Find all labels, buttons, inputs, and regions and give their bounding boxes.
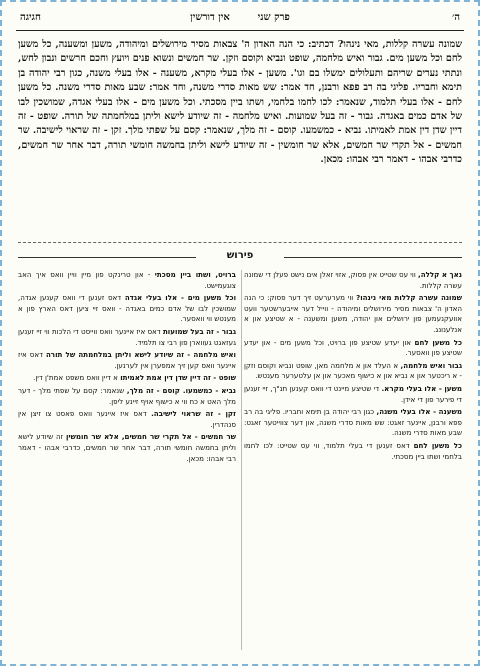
commentary-lead: כל משען לחם [413, 440, 462, 450]
tractate-name: חגיגה [20, 12, 41, 23]
commentary-paragraph [18, 293, 236, 325]
commentary-lead: שר חמשים - אל תקרי שר חמשים, אלא שר חומשין [65, 432, 236, 442]
commentary-paragraph [244, 384, 462, 405]
commentary-paragraph [18, 373, 236, 384]
commentary-lead: משענה - אלו בעלי משנה, [376, 407, 462, 417]
commentary-text: - און טרינקט פון מיין וויין וואס איך האב צוגעמישט. [18, 270, 236, 290]
commentary-lead: זקן - זה שראוי לישיבה. [151, 409, 236, 419]
gemara-heading: אין דורשין [190, 12, 230, 23]
commentary-lead: שמונה עשרה קללות מאי נינהו? [356, 293, 462, 303]
commentary-text: דאס איז איינער וואס פאסט צו זיצן אין סנהדרין. [18, 409, 236, 429]
commentary-text: שנאמר: קסם על שפתי מלך - דער מלך האט א כח ווי א כישוף אויף זיינע ליפן. [18, 385, 236, 406]
commentary-lead: נביא - כמשמעו. קוסם - זה מלך, [126, 385, 236, 395]
commentary-text: א דיין וואס משפט אמת'ן דין. [33, 373, 118, 383]
commentary-paragraph [18, 432, 236, 464]
page-number: ה׳ [451, 12, 460, 23]
commentary-text: דאס זענען די בעלי תלמוד, ווי עס שטייט: לכו לחמו בלחמי ושתו ביין מסכתי. [244, 440, 462, 461]
commentary-paragraph [244, 361, 462, 382]
commentary-paragraph [244, 338, 462, 359]
commentary-title: פירוש [18, 250, 462, 264]
gemara-text: שמונה עשרה קללות, מאי נינהו? דכתיב: כי הנה האדון ה' צבאות מסיר מירושלים ומיהודה, משען ומשענה, כל משען לחם וכל משען מים. גבור ואיש מלחמה, שופט ונביא וקוסם וזקן. שר חמשים ונשוא פנים ויועץ וחכם חרשים ונבון לחש, ונתתי נערים שריהם ותעלולים ימשלו בם וגו'. משען - אלו בעלי מקרא, משענה - אלו בעלי משנה, כגון רבי יהודה בן תימא וחבריו. פליגי בה רב פפא ורבנן, חד אמר: שש מאות סדרי משנה, וחד אמר: שבע מאות סדרי משנה. כל משען לחם - אלו בעלי תלמוד, שנאמר: לכו לחמו בלחמי, ושתו ביין מסכתי. וכל משען מים - אלו בעלי אגדה, שמושכין לבו של אדם כמים באגדה. גבור - זה בעל שמועות. ואיש מלחמה - זה שיודע לישא וליתן במלחמתה של תורה. שופט - זה דיין שדן דין אמת לאמיתו. נביא - כמשמעו. קוסם - זה מלך, שנאמר: קסם על שפתי מלך. זקן - זה שראוי לישיבה. שר חמשים - אל תקרי שר חמשים, אלא שר חומשין - זה שיודע לישא וליתן בחמשה חומשי תורה, דבר אחר שר חמשים, כדרבי אבהו - דאמר רבי אבהו: מכאן. [18, 39, 462, 166]
commentary-text: ווי עס שטייט אין פסוק, אזוי זאלן אים נישט פעלן די שמונה עשרה קללות. [244, 270, 462, 290]
commentary-paragraph [18, 386, 236, 407]
commentary-column-right [244, 270, 462, 650]
commentary-paragraph [18, 409, 236, 430]
commentary-paragraph [244, 270, 462, 291]
commentary-lead: משען - אלו בעלי מקרא. [381, 383, 462, 393]
page-header [16, 12, 464, 28]
commentary-lead: ברויט, ושתו ביין מסכתי [154, 270, 236, 279]
commentary-text: דאס זענען די וואס קענען אגדה, שמושכין לבו של אדם כמים באגדה - וואס זיי ציען דאס הארץ פון א מענטש ווי וואסער. [18, 293, 236, 324]
commentary-paragraph [244, 441, 462, 462]
commentary-text: זה שיודע לישא וליתן בחמשה חומשי תורה, דבר אחר שר חמשים, כדרבי אבהו - דאמר רבי אבהו: מכאן. [18, 432, 236, 463]
commentary-text: ווי מערערעט זיך דער פסוק: כי הנה האדון ה' צבאות מסיר מירושלים ומיהודה - ווייל דער אייבערשטער וועט אוועקנעמען פון ירושלים און יהודה, משען ומשענה - א שטיצע און א אנלענונג. [244, 293, 462, 334]
header-rule [16, 30, 464, 31]
commentary-lead: וכל משען מים - אלו בעלי אגדה [124, 293, 236, 303]
commentary-text: א העלד און א מלחמה מאן, שופט ונביא וקוסם וזקן - א ריכטער און א נביא און א כישוף מאכער און אן עלטערער מענטש. [244, 360, 462, 381]
section-divider [18, 242, 462, 243]
commentary-lead: גבור ואיש מלחמה, [400, 360, 462, 370]
commentary-lead: ואיש מלחמה - זה שיודע לישא וליתן במלחמתה של תורה [45, 350, 236, 360]
commentary-column-left [18, 270, 236, 650]
commentary-lead: כל משען לחם [414, 337, 462, 347]
commentary-text: כגון רבי יהודה בן תימא וחבריו. פליגי בה רב פפא ורבנן, איינער זאגט: שש מאות סדרי משנה, און דער צווייטער זאגט: שבע מאות סדרי משנה. [244, 407, 462, 438]
commentary-paragraph [18, 350, 236, 371]
chapter-title [16, 12, 464, 23]
commentary-text: און יעדע שטיצע פון ברויט, וכל משען מים - און יעדע שטיצע פון וואסער. [244, 337, 462, 358]
commentary-paragraph [18, 327, 236, 348]
commentary-lead: שופט - זה דיין שדן דין אמת לאמיתו [120, 373, 236, 383]
commentary-text: די שטיצע מיינט די וואס קענען תנ"ך, זיי זענען די פירער פון די אידן. [244, 383, 462, 404]
column-separator [241, 270, 242, 650]
chapter-label: פרק שני [257, 12, 290, 23]
commentary-paragraph [18, 270, 236, 291]
commentary-lead: נאך א קללה, [418, 270, 462, 279]
commentary-paragraph [244, 293, 462, 335]
commentary-lead: גבור - זה בעל שמועות [162, 326, 236, 336]
commentary-text: דאס איז איינער וואס קען זיך אמפערן אין לערנען. [18, 350, 236, 370]
commentary-paragraph [244, 407, 462, 439]
commentary-text: דאס איז איינער וואס ווייסט די הלכות ווי זיי זענען געזאגט געווארן פון רבי צו תלמיד. [18, 326, 236, 347]
